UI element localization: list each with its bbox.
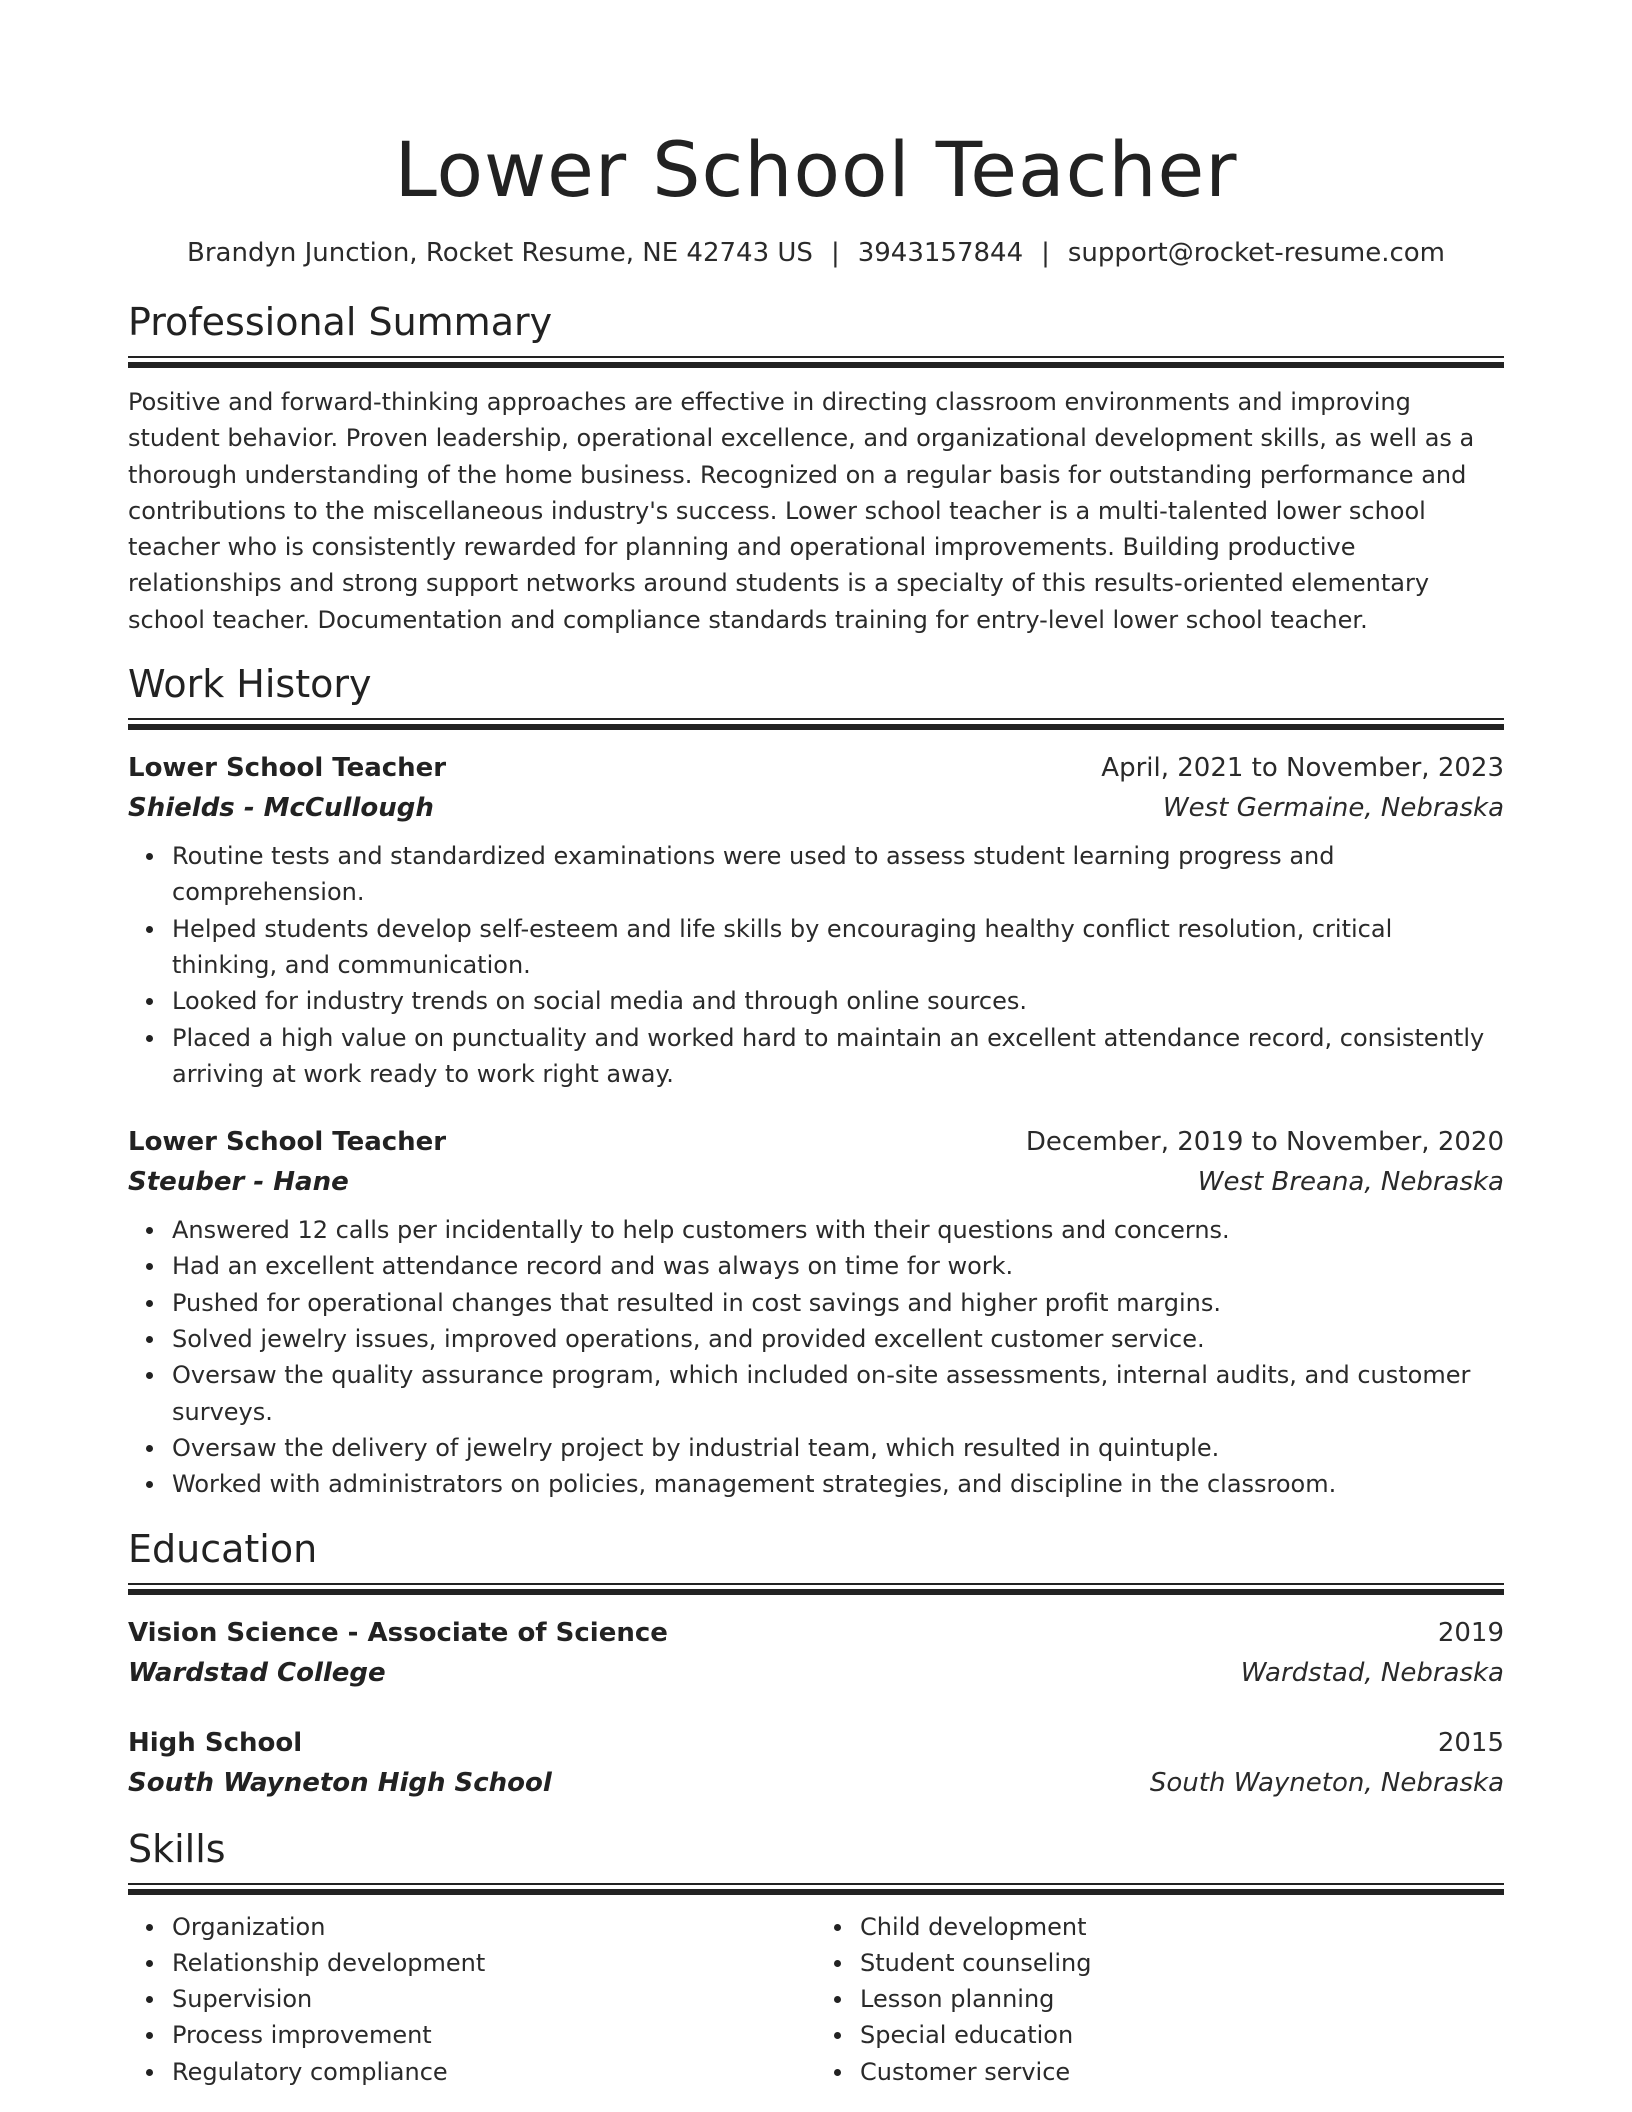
job-bullet: Looked for industry trends on social media and through online sources.	[172, 983, 1504, 1019]
resume-page	[128, 0, 1504, 2090]
job-entry	[128, 748, 1504, 1092]
skills-columns	[128, 1909, 1504, 2090]
contact-separator: |	[830, 238, 840, 268]
contact-phone: 3943157844	[857, 238, 1024, 268]
education-school-row	[128, 1653, 1504, 1693]
job-company: Steuber - Hane	[128, 1167, 349, 1198]
job-bullet: Oversaw the quality assurance program, which included on-site assessments, internal audits, and customer surveys.	[172, 1357, 1504, 1430]
skill-item: Regulatory compliance	[172, 2054, 816, 2090]
contact-separator: |	[1041, 238, 1050, 268]
contact-address: Brandyn Junction, Rocket Resume, NE 42743 US	[187, 238, 813, 268]
education-year: 2015	[1437, 1727, 1504, 1758]
skill-item: Relationship development	[172, 1945, 816, 1981]
education-school: Wardstad College	[128, 1657, 386, 1688]
contact-email[interactable]: support@rocket-resume.com	[1067, 238, 1445, 268]
education-header-row	[128, 1723, 1504, 1763]
job-entry	[128, 1122, 1504, 1502]
education-school: South Wayneton High School	[128, 1767, 552, 1798]
summary-heading: Professional Summary	[128, 300, 553, 344]
job-bullet: Helped students develop self-esteem and life skills by encouraging healthy conflict resolution, critical thinking, and communication.	[172, 911, 1504, 984]
job-bullet: Oversaw the delivery of jewelry project by industrial team, which resulted in quintuple.	[172, 1430, 1504, 1466]
job-bullets	[128, 838, 1504, 1092]
skill-item: Special education	[860, 2017, 1504, 2053]
job-dates: December, 2019 to November, 2020	[1025, 1127, 1504, 1158]
job-bullet: Worked with administrators on policies, management strategies, and discipline in the classroom.	[172, 1466, 1504, 1502]
job-title: Lower School Teacher	[128, 1127, 447, 1158]
section-divider	[128, 356, 1504, 368]
education-header-row	[128, 1613, 1504, 1653]
job-bullet: Placed a high value on punctuality and worked hard to maintain an excellent attendance record, consistently arriving at work ready to work right away.	[172, 1020, 1504, 1093]
work-history-heading: Work History	[128, 662, 372, 707]
skill-item: Organization	[172, 1909, 816, 1945]
section-divider	[128, 718, 1504, 730]
job-bullet: Pushed for operational changes that resulted in cost savings and higher profit margins.	[172, 1285, 1504, 1321]
job-header-row	[128, 748, 1504, 788]
job-dates: April, 2021 to November, 2023	[1101, 753, 1504, 784]
skill-item: Child development	[860, 1909, 1504, 1945]
job-company: Shields - McCullough	[128, 793, 434, 824]
job-bullets	[128, 1212, 1504, 1502]
resume-title: Lower School Teacher	[394, 125, 1238, 214]
contact-line	[128, 236, 1504, 270]
education-entry	[128, 1723, 1504, 1803]
skills-list-left	[128, 1909, 816, 2090]
education-degree: High School	[128, 1727, 303, 1758]
section-divider	[128, 1883, 1504, 1895]
skills-heading: Skills	[128, 1826, 226, 1871]
job-bullet: Routine tests and standardized examinations were used to assess student learning progress and comprehension.	[172, 838, 1504, 911]
education-location: South Wayneton, Nebraska	[1149, 1767, 1504, 1798]
summary-text: Positive and forward-thinking approaches are effective in directing classroom environments and improving student behavior. Proven leadership, operational excellence, and organizational development skills, as well as a thorough understanding of the home business. Recognized on a regular basis for outstanding performance and contributions to the miscellaneous industry's success. Lower school teacher is a multi-talented lower school teacher who is consistently rewarded for planning and operational improvements. Building productive relationships and strong support networks around students is a specialty of this results-oriented elementary school teacher. Documentation and compliance standards training for entry-level lower school teacher.	[128, 388, 1475, 634]
section-divider	[128, 1583, 1504, 1595]
education-location: Wardstad, Nebraska	[1240, 1657, 1504, 1688]
education-heading: Education	[128, 1526, 318, 1571]
education-degree: Vision Science - Associate of Science	[128, 1617, 668, 1648]
education-school-row	[128, 1763, 1504, 1803]
job-company-row	[128, 1162, 1504, 1202]
job-bullet: Solved jewelry issues, improved operations, and provided excellent customer service.	[172, 1321, 1504, 1357]
skill-item: Supervision	[172, 1981, 816, 2017]
skill-item: Process improvement	[172, 2017, 816, 2053]
job-title: Lower School Teacher	[128, 753, 447, 784]
education-year: 2019	[1437, 1617, 1504, 1648]
skill-item: Lesson planning	[860, 1981, 1504, 2017]
job-bullet: Answered 12 calls per incidentally to help customers with their questions and concerns.	[172, 1212, 1504, 1248]
education-entry	[128, 1613, 1504, 1693]
job-bullet: Had an excellent attendance record and was always on time for work.	[172, 1248, 1504, 1284]
skill-item: Student counseling	[860, 1945, 1504, 1981]
job-location: West Germaine, Nebraska	[1162, 793, 1504, 824]
skills-list-right	[816, 1909, 1504, 2090]
job-company-row	[128, 788, 1504, 828]
job-location: West Breana, Nebraska	[1197, 1167, 1504, 1198]
job-header-row	[128, 1122, 1504, 1162]
skill-item: Customer service	[860, 2054, 1504, 2090]
